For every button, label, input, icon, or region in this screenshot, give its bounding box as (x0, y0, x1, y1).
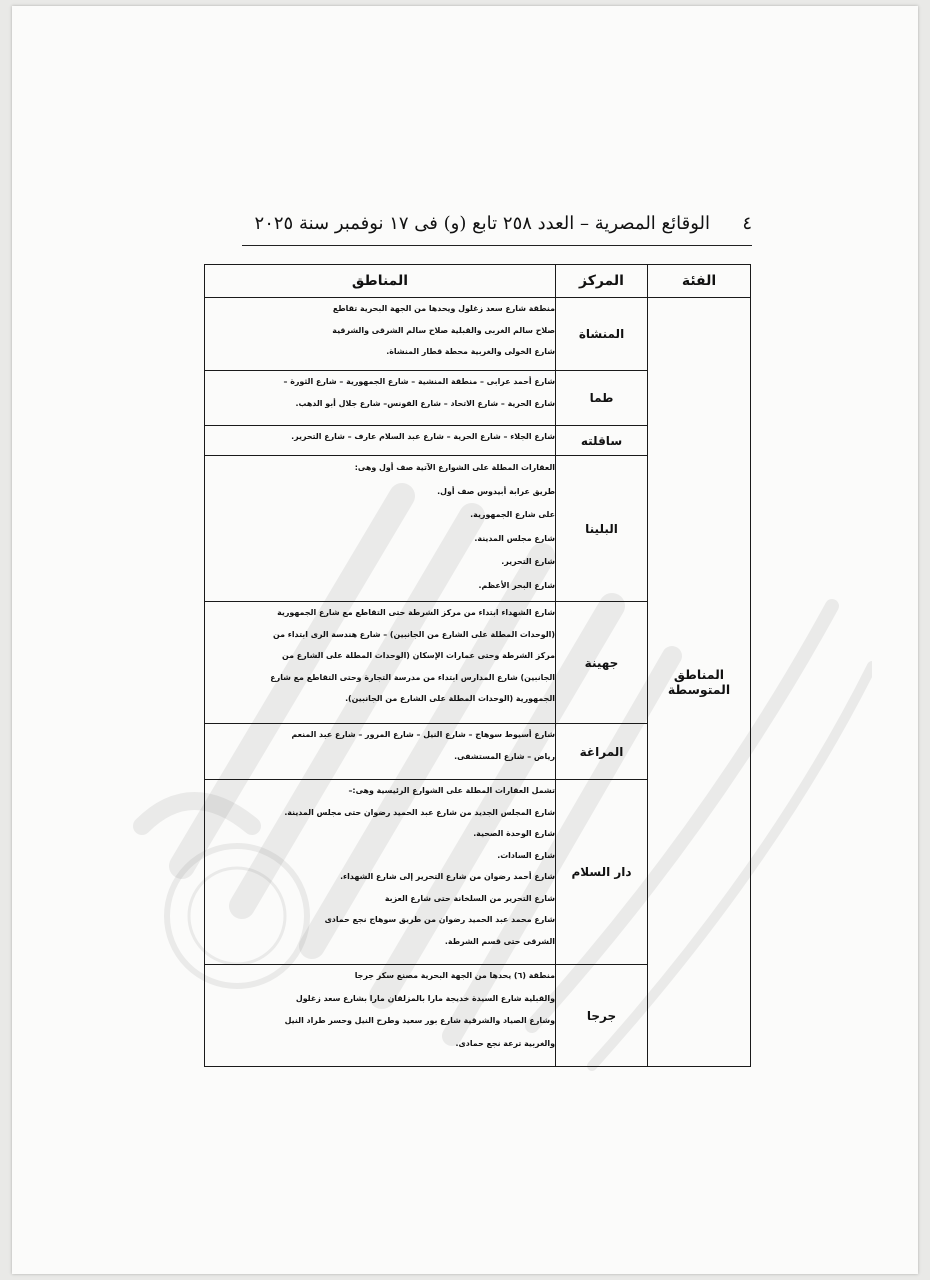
areas-line: الجمهورية (الوحدات المطلة على الشارع من الجانبين). (345, 694, 555, 703)
areas-line: شارع الشهداء ابتداء من مركز الشرطة حتى التقاطع مع شارع الجمهورية (277, 608, 555, 617)
column-header-center: المركز (556, 265, 648, 298)
areas-line: شارع محمد عبد الحميد رضوان من طريق سوهاج نجع حمادى (324, 915, 555, 924)
column-header-areas: المناطق (205, 265, 556, 298)
center-cell: ساقلته (556, 426, 648, 456)
areas-line: شارع الخولى والغربية محطة قطار المنشاة. (386, 347, 555, 356)
areas-line: مركز الشرطة وحتى عمارات الإسكان (الوحدات المطلة على الشارع من (281, 651, 555, 660)
areas-line: منطقة (٦) يحدها من الجهة البحرية مصنع سكر جرجا (354, 971, 555, 980)
page-number: ٤ (742, 213, 752, 234)
areas-line: طريق عرابة أبيدوس صف أول. (437, 486, 555, 496)
center-cell: المراغة (556, 724, 648, 780)
areas-line: الشرقى حتى قسم الشرطة. (444, 936, 555, 946)
center-cell: المنشاة (556, 298, 648, 371)
table-row (205, 298, 751, 371)
areas-line: شارع الوحدة الصحية. (473, 829, 555, 838)
table-header-row (205, 265, 751, 298)
areas-cell (205, 780, 556, 965)
areas-line: منطقة شارع سعد زغلول ويحدها من الجهة البحرية تقاطع (332, 304, 555, 313)
areas-line: صلاح سالم الغربى والقبلية صلاح سالم الشرقى والشرقية (332, 325, 555, 335)
areas-line: شارع التحرير من السلخانة حتى شارع العزبة (384, 893, 555, 903)
areas-line: شارع أحمد رضوان من شارع التحرير إلى شارع الشهداء. (340, 872, 555, 881)
areas-table (204, 264, 751, 1067)
areas-line: (الوحدات المطلة على الشارع من الجانبين) – شارع هندسة الرى ابتداء من (273, 629, 555, 639)
areas-line: شارع أسيوط سوهاج – شارع النيل – شارع المرور – شارع عبد المنعم (291, 730, 555, 739)
areas-cell (205, 724, 556, 780)
center-cell: جرجا (556, 965, 648, 1067)
areas-line: شارع الجلاء – شارع الحرية – شارع عبد السلام عارف – شارع التحرير. (291, 432, 555, 441)
areas-cell (205, 426, 556, 456)
column-header-category: الفئة (648, 265, 751, 298)
areas-line: شارع أحمد عرابى – منطقة المنشية – شارع الجمهورية – شارع الثورة – (283, 377, 555, 386)
gazette-title: الوقائع المصرية – العدد ٢٥٨ تابع (و) فى ١٧ نوفمبر سنة ٢٠٢٥ (254, 213, 710, 234)
areas-line: وشارع الصياد والشرقية شارع بور سعيد وطرح النيل وحسر طراد النيل (284, 1016, 555, 1025)
page-header (242, 211, 752, 246)
areas-line: والقبلية شارع السيدة خديجة مارا بالمزلقان مارا بشارع سعد زغلول (295, 993, 555, 1003)
document-page (12, 6, 918, 1274)
areas-line: والغربية ترعة نجع حمادى. (455, 1038, 555, 1048)
areas-line: الجانبين) شارع المدارس ابتداء من مدرسة التجارة وحتى التقاطع مع شارع (270, 672, 555, 682)
areas-cell (205, 371, 556, 426)
areas-cell (205, 965, 556, 1067)
areas-cell (205, 298, 556, 371)
areas-line: العقارات المطلة على الشوارع الآتية صف أول وهى: (354, 463, 555, 472)
center-cell: البلينا (556, 456, 648, 602)
center-cell: جهينة (556, 602, 648, 724)
center-cell: دار السلام (556, 780, 648, 965)
areas-line: على شارع الجمهورية. (470, 510, 555, 519)
areas-line: رياض – شارع المستشفى. (454, 751, 555, 761)
areas-line: شارع السادات. (497, 850, 555, 860)
center-cell: طما (556, 371, 648, 426)
category-cell: المناطق المتوسطة (648, 298, 751, 1067)
areas-cell (205, 602, 556, 724)
areas-line: شارع التحرير. (501, 557, 555, 566)
areas-cell (205, 456, 556, 602)
areas-line: شارع مجلس المدينة. (474, 533, 555, 543)
areas-line: شارع الحرية – شارع الاتحاد – شارع الفونس– شارع جلال أبو الدهب. (295, 398, 555, 408)
areas-line: شارع المجلس الجديد من شارع عبد الحميد رضوان حتى مجلس المدينة. (284, 807, 555, 817)
areas-line: تشمل العقارات المطلة على الشوارع الرئيسية وهى:– (348, 786, 555, 795)
areas-line: شارع البحر الأعظم. (478, 580, 555, 590)
